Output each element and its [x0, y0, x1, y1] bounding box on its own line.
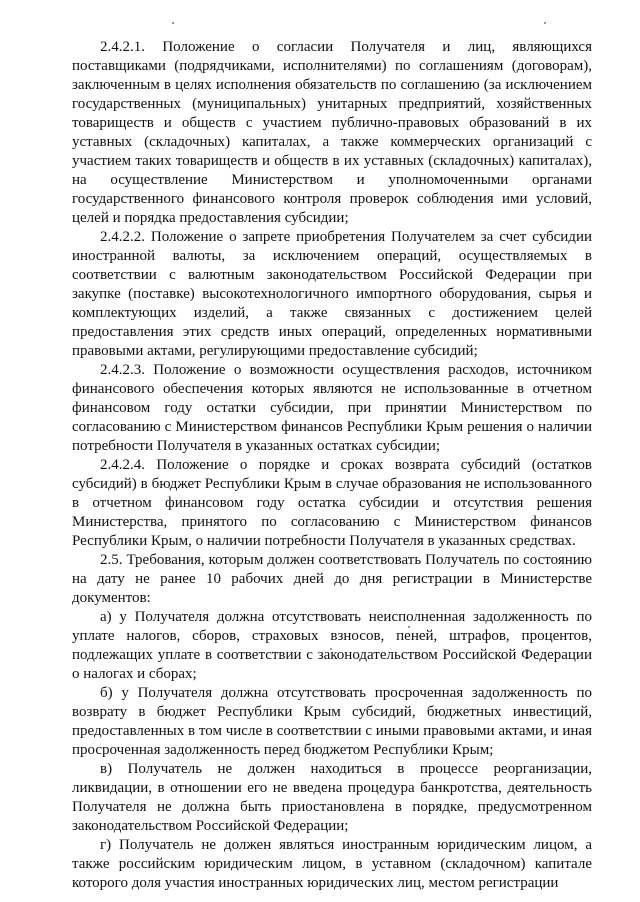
paragraph-2-4-2-2: 2.4.2.2. Положение о запрете приобретения Получателем за счет субсидии иностранной валюты, за исключением операций, осуществляемых в соответствии с валютным законодательством Российской Федерации при закупке (поставке) высокотехнологичного импортного оборудования, сырья и комплектующих изделий, а также связанных с достижением целей предоставления этих средств иных операций, определенных нормативными правовыми актами, регулирующими предоставление субсидий; — [72, 229, 592, 359]
paragraph-2-5: 2.5. Требования, которым должен соответствовать Получатель по состоянию на дату не ранее 10 рабочих дней до дня регистрации в Министерстве документов: — [72, 552, 592, 606]
scan-speck — [172, 22, 174, 24]
paragraph-2-4-2-3: 2.4.2.3. Положение о возможности осуществления расходов, источником финансового обеспечения которых являются не использованные в отчетном финансовом году остатки субсидии, при принятии Министерством по согласованию с Министерством финансов Республики Крым решения о наличии потребности Получателя в указанных остатках субсидии; — [72, 362, 592, 454]
scan-speck — [544, 22, 546, 24]
paragraph-2-4-2-4: 2.4.2.4. Положение о порядке и сроках возврата субсидий (остатков субсидий) в бюджет Республики Крым в случае образования не использованного в отчетном финансовом году остатка субсидии и отсутствия решения Министерства, принятого по согласованию с Министерством финансов Республики Крым, о наличии потребности Получателя в указанных средствах. — [72, 457, 592, 549]
document-body — [72, 38, 592, 893]
list-item-g: г) Получатель не должен являться иностранным юридическим лицом, а также российским юридическим лицом, в уставном (складочном) капитале которого доля участия иностранных юридических лиц, местом регистрации — [72, 837, 592, 891]
list-item-b: б) у Получателя должна отсутствовать просроченная задолженность по возврату в бюджет Республики Крым субсидий, бюджетных инвестиций, предоставленных в том числе в соответствии с иными правовыми актами, и иная просроченная задолженность перед бюджетом Республики Крым; — [72, 685, 592, 758]
list-item-v: в) Получатель не должен находиться в процессе реорганизации, ликвидации, в отношении его не введена процедура банкротства, деятельность Получателя не должна быть приостановлена в порядке, предусмотренном законодательством Российской Федерации; — [72, 761, 592, 834]
paragraph-2-4-2-1: 2.4.2.1. Положение о согласии Получателя и лиц, являющихся поставщиками (подрядчиками, исполнителями) по соглашениям (договорам), заключенным в целях исполнения обязательств по соглашению (за исключением государственных (муниципальных) унитарных предприятий, хозяйственных товариществ и обществ с участием публично-правовых образований в их уставных (складочных) капиталах, а также коммерческих организаций с участием таких товариществ и обществ в их уставных (складочных) капиталах), на осуществление Министерством и уполномоченными органами государственного финансового контроля проверок соблюдения ими условий, целей и порядка предоставления субсидии; — [72, 39, 592, 226]
list-item-a: а) у Получателя должна отсутствовать неисполненная задолженность по уплате налогов, сборов, страховых взносов, пеней, штрафов, процентов, подлежащих уплате в соответствии с законодательством Российской Федерации о налогах и сборах; — [72, 609, 592, 682]
